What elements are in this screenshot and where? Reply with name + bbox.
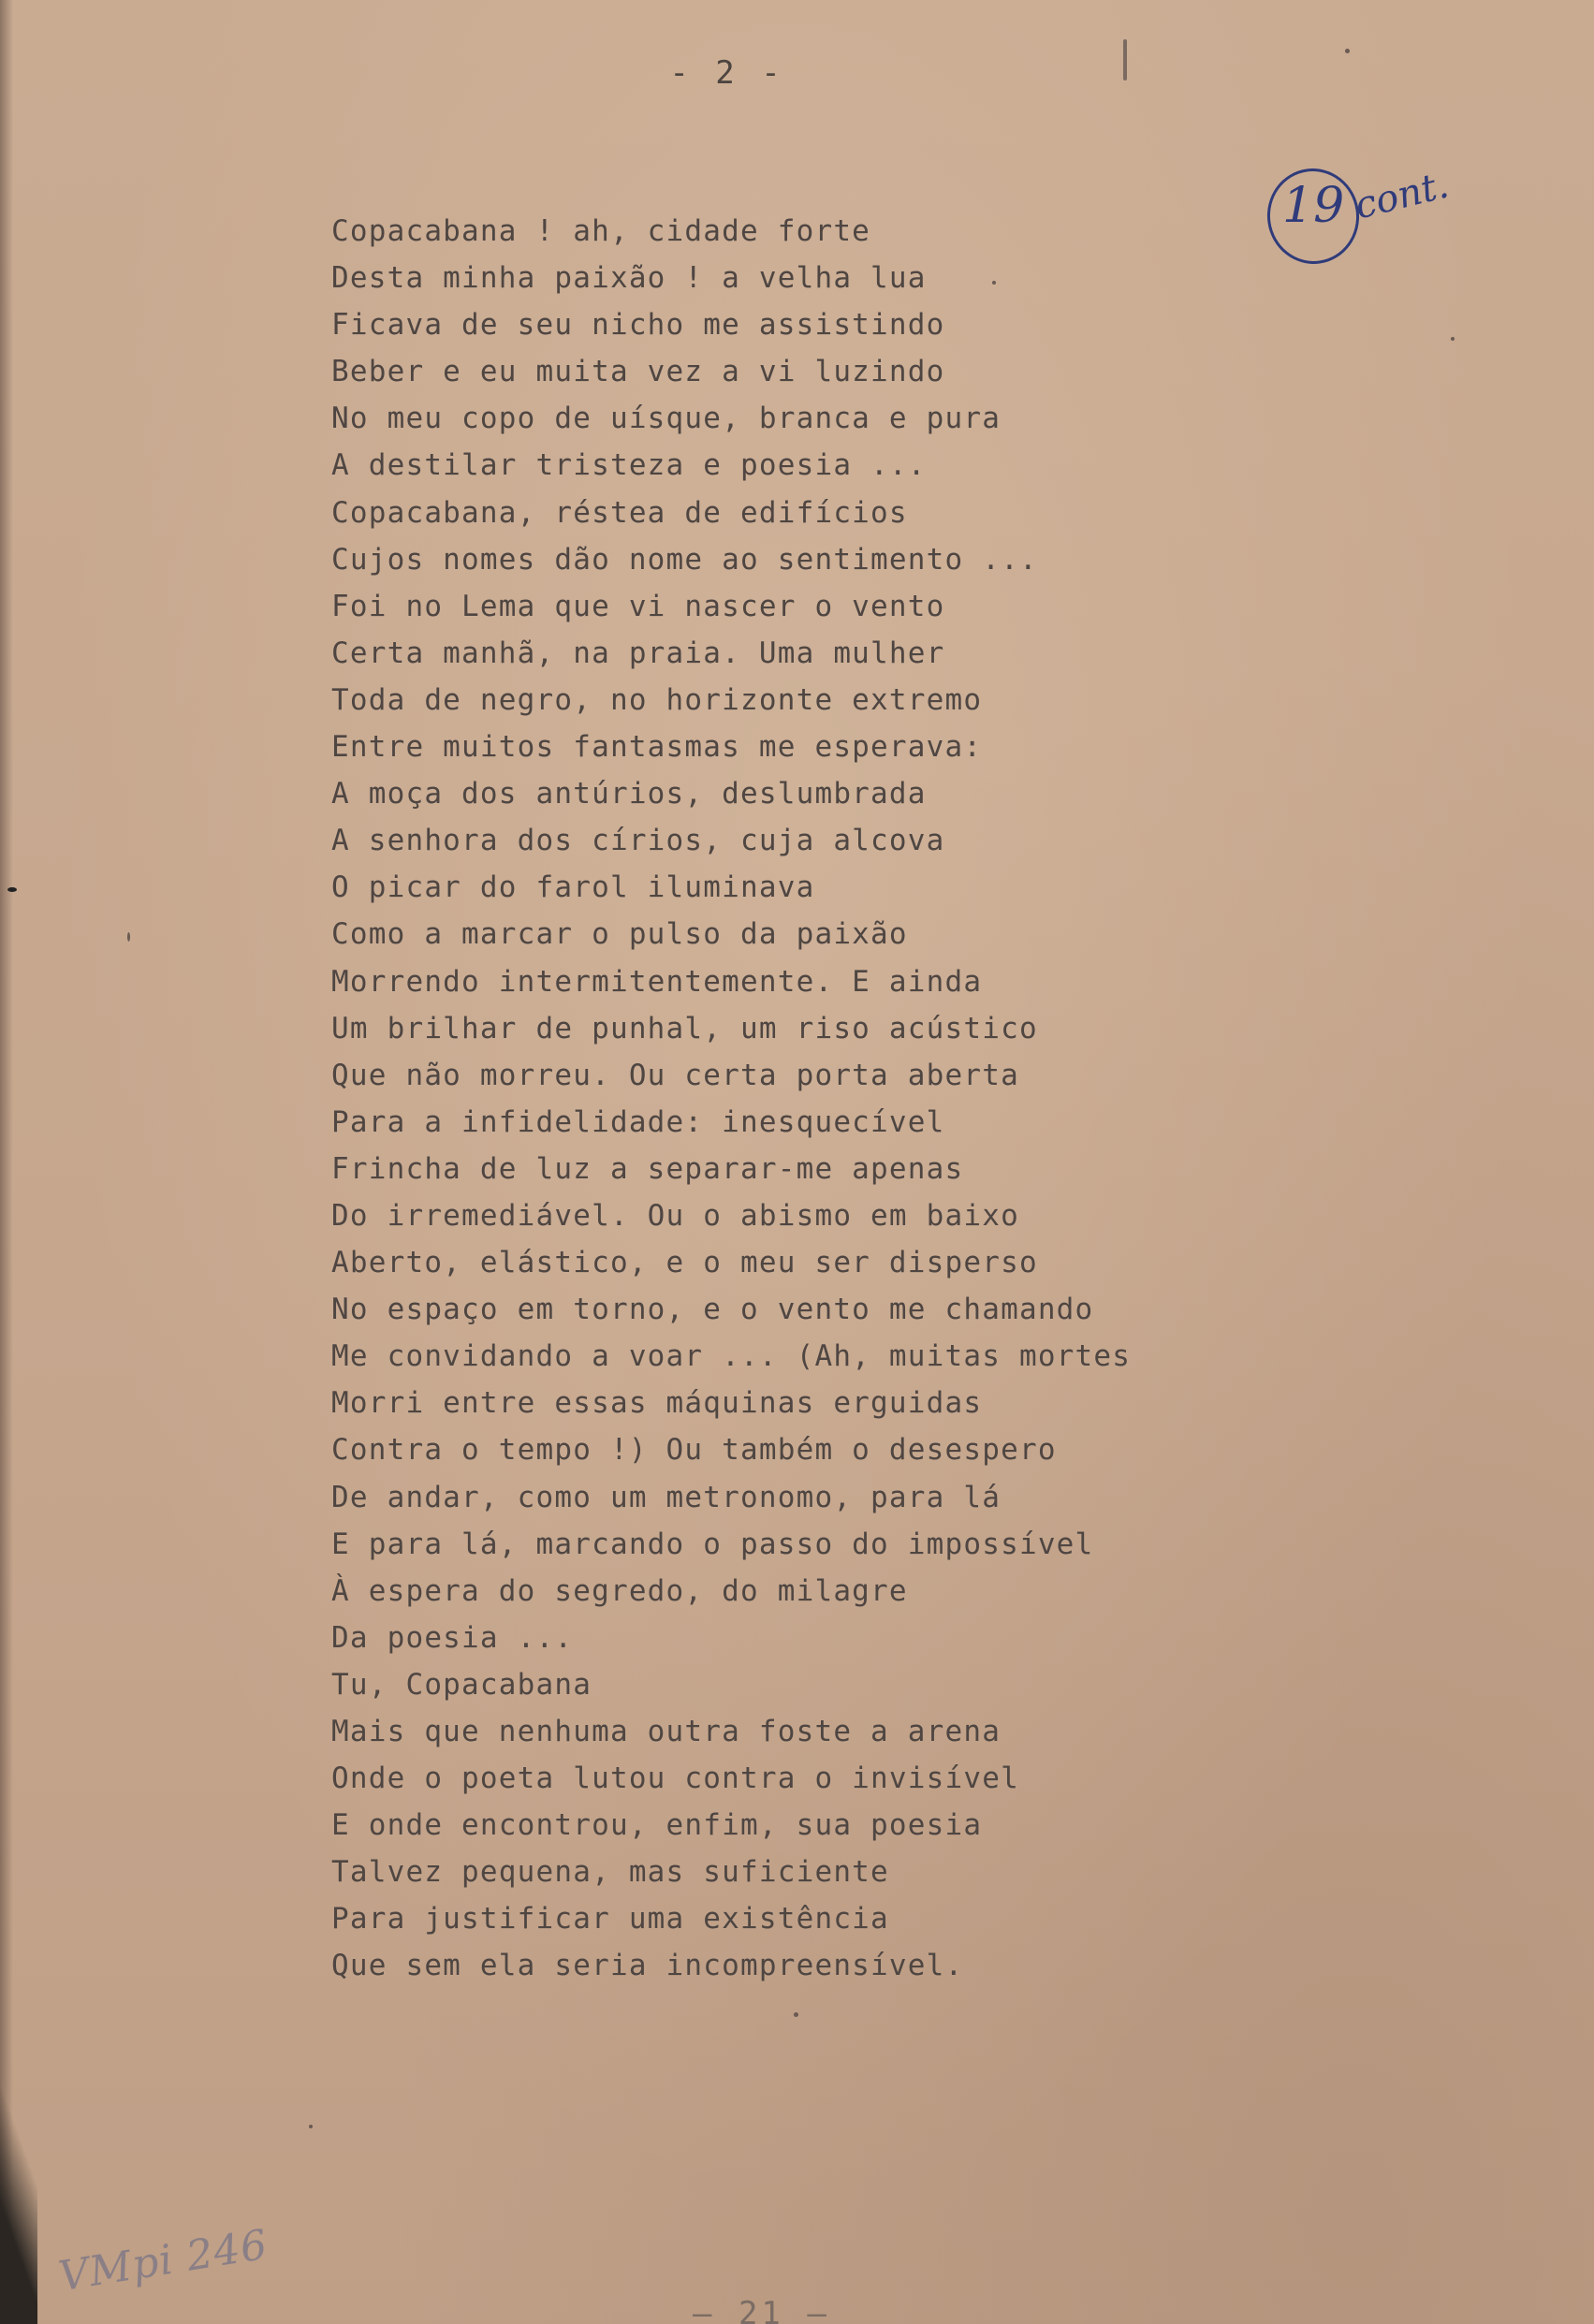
poem-line: Frincha de luz a separar-me apenas	[331, 1151, 964, 1186]
poem-line: Copacabana, réstea de edifícios	[331, 495, 908, 530]
archive-call-number: VMpi 246	[55, 2220, 271, 2302]
torn-corner	[0, 2081, 37, 2324]
poem-line: E para lá, marcando o passo do impossível	[331, 1527, 1094, 1561]
poem-line: Um brilhar de punhal, um riso acústico	[331, 1011, 1038, 1045]
bottom-page-mark: — 21 —	[693, 2295, 830, 2324]
poem-line: Cujos nomes dão nome ao sentimento ...	[331, 542, 1038, 577]
poem-line: Beber e eu muita vez a vi luzindo	[331, 355, 945, 389]
page-edge-shadow	[0, 0, 13, 2324]
poem-line: Morrendo intermitentemente. E ainda	[331, 964, 983, 999]
poem-line: A senhora dos círios, cuja alcova	[331, 824, 945, 858]
poem-line: Tu, Copacabana	[331, 1667, 592, 1702]
poem-line: De andar, como um metronomo, para lá	[331, 1480, 1002, 1514]
poem-line: Que sem ela seria incompreensível.	[331, 1949, 964, 1983]
poem-line: Foi no Lema que vi nascer o vento	[331, 589, 945, 623]
poem-line: Morri entre essas máquinas erguidas	[331, 1386, 983, 1421]
poem-line: Toda de negro, no horizonte extremo	[331, 682, 983, 717]
poem-line: Desta minha paixão ! a velha lua	[331, 261, 927, 296]
poem-line: Talvez pequena, mas suficiente	[331, 1855, 889, 1890]
poem-line: A moça dos antúrios, deslumbrada	[331, 777, 927, 811]
poem-line: Da poesia ...	[331, 1620, 574, 1655]
poem-line: Para a infidelidade: inesquecível	[331, 1104, 945, 1139]
poem-line: Como a marcar o pulso da paixão	[331, 917, 908, 952]
poem-line: Mais que nenhuma outra foste a arena	[331, 1715, 1002, 1748]
poem-line: Onde o poeta lutou contra o invisível	[331, 1761, 1019, 1796]
poem-line: Entre muitos fantasmas me esperava:	[331, 730, 983, 765]
poem-line: À espera do segredo, do milagre	[331, 1573, 908, 1608]
handwritten-annotation	[1265, 157, 1462, 260]
poem-body	[331, 208, 1267, 1990]
poem-line: No espaço em torno, e o vento me chamando	[331, 1293, 1094, 1327]
poem-line: E onde encontrou, enfim, sua poesia	[331, 1808, 983, 1843]
poem-line: A destilar tristeza e poesia ...	[331, 448, 927, 483]
poem-line: Ficava de seu nicho me assistindo	[331, 308, 945, 343]
poem-line: Do irremediável. Ou o abismo em baixo	[331, 1198, 1019, 1233]
poem-line: Contra o tempo !) Ou também o desespero	[331, 1433, 1057, 1468]
poem-line: No meu copo de uísque, branca e pura	[331, 402, 1002, 436]
poem-line: Me convidando a voar ... (Ah, muitas mortes	[331, 1339, 1132, 1374]
page-number: - 2 -	[669, 54, 784, 92]
annotation-number: 19	[1282, 178, 1345, 234]
poem-line: Certa manhã, na praia. Uma mulher	[331, 636, 945, 670]
poem-line: Copacabana ! ah, cidade forte	[331, 214, 871, 248]
poem-line: O picar do farol iluminava	[331, 870, 815, 905]
poem-line: Para justificar uma existência	[331, 1902, 889, 1937]
poem-line: Aberto, elástico, e o meu ser disperso	[331, 1246, 1038, 1280]
annotation-note: cont.	[1350, 163, 1454, 228]
poem-line: Que não morreu. Ou certa porta aberta	[331, 1058, 1019, 1092]
